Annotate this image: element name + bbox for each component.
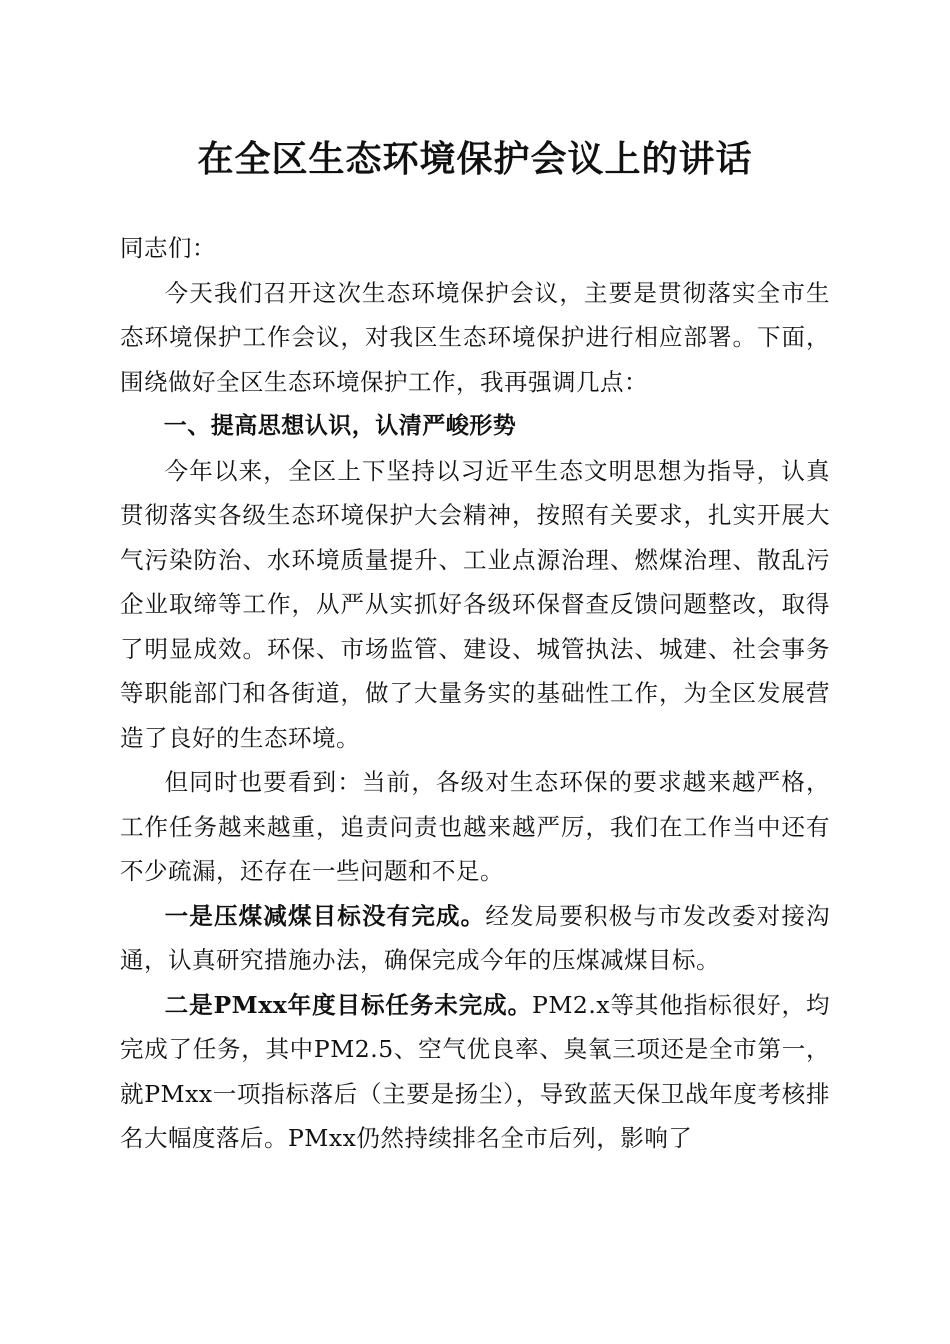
paragraph-issue-2-lead: 二是PMxx年度目标任务未完成。 bbox=[164, 990, 533, 1019]
paragraph-issue-1-lead: 一是压煤减煤目标没有完成。 bbox=[164, 901, 486, 930]
paragraph-achievements bbox=[120, 449, 830, 761]
paragraph-issue-2-text: PM2.x等其他指标很好，均完成了任务，其中PM2.5、空气优良率、臭氧三项还是全市第一，就PMxx一项指标落后（主要是扬尘），导致蓝天保卫战年度考核排名大幅度落后。PMxx仍然持续排名全市后列，影响了 bbox=[120, 990, 830, 1152]
paragraph-shortcomings bbox=[120, 760, 830, 894]
paragraph-intro-text: 今天我们召开这次生态环境保护会议，主要是贯彻落实全市生态环境保护工作会议，对我区生态环境保护进行相应部署。下面，围绕做好全区生态环境保护工作，我再强调几点： bbox=[120, 278, 830, 396]
paragraph-shortcomings-text: 但同时也要看到：当前，各级对生态环保的要求越来越严格，工作任务越来越重，追责问责也越来越严厉，我们在工作当中还有不少疏漏，还存在一些问题和不足。 bbox=[120, 768, 830, 885]
document-title: 在全区生态环境保护会议上的讲话 bbox=[197, 138, 753, 180]
paragraph-intro bbox=[120, 271, 830, 405]
paragraph-achievements-text: 今年以来，全区上下坚持以习近平生态文明思想为指导，认真贯彻落实各级生态环境保护大会精神，按照有关要求，扎实开展大气污染防治、水环境质量提升、工业点源治理、燃煤治理、散乱污企业取缔等工作，从严从实抓好各级环保督查反馈问题整改，取得了明显成效。环保、市场监管、建设、城管执法、城建、社会事务等职能部门和各街道，做了大量务实的基础性工作，为全区发展营造了良好的生态环境。 bbox=[120, 456, 830, 752]
paragraph-issue-1-text: 经发局要积极与市发改委对接沟通，认真研究措施办法，确保完成今年的压煤减煤目标。 bbox=[120, 901, 831, 974]
document-body bbox=[120, 226, 830, 1161]
paragraph-issue-1 bbox=[120, 894, 830, 983]
section-heading-1: 一、提高思想认识，认清严峻形势 bbox=[163, 413, 517, 439]
salutation: 同志们： bbox=[120, 234, 216, 262]
paragraph-issue-2 bbox=[120, 983, 830, 1161]
